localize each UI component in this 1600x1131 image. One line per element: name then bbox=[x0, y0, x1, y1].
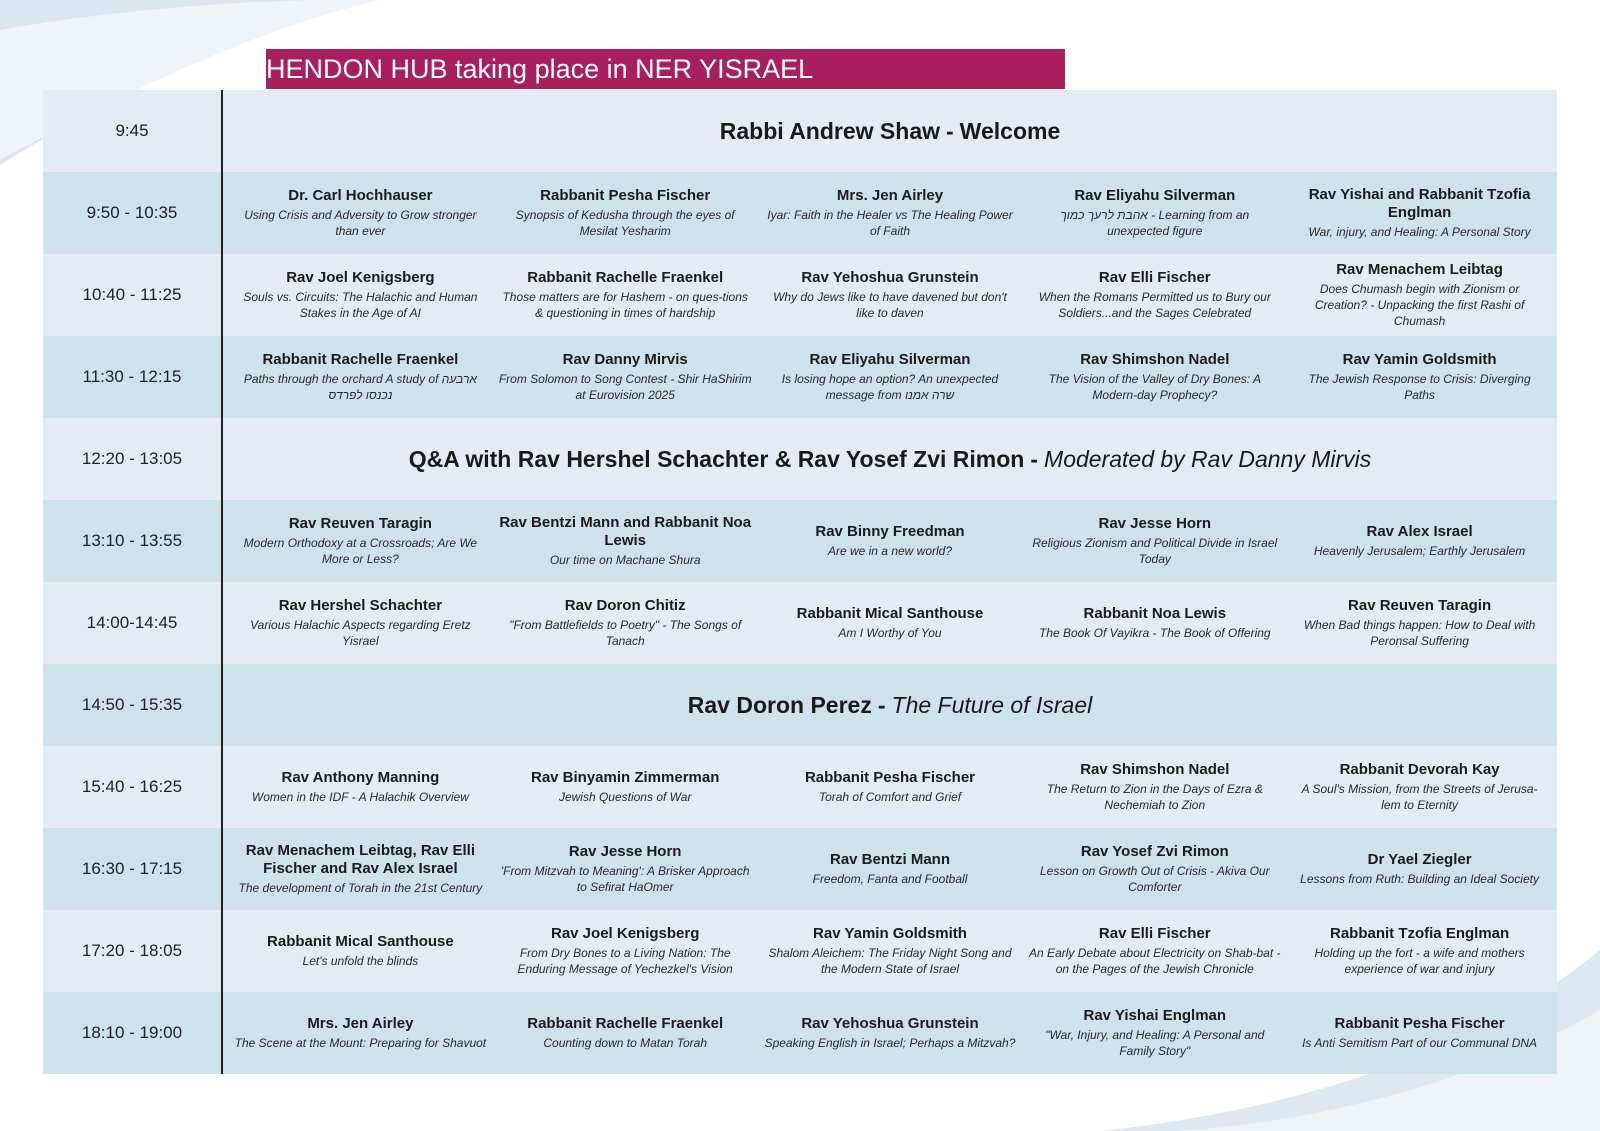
time-slot: 14:50 - 15:35 bbox=[43, 664, 223, 746]
time-slot: 16:30 - 17:15 bbox=[43, 828, 223, 910]
talk-title: Heavenly Jerusalem; Earthly Jerusalem bbox=[1313, 544, 1526, 558]
session-cell bbox=[228, 500, 493, 582]
session-cell bbox=[228, 172, 493, 254]
session-cell bbox=[1287, 172, 1552, 254]
schedule-row bbox=[43, 418, 1557, 500]
talk-title: Women in the IDF - A Halachik Overview bbox=[251, 790, 469, 804]
schedule-row bbox=[43, 336, 1557, 418]
speaker-name: Mrs. Jen Airley bbox=[307, 1015, 414, 1032]
talk-title: "From Battlefields to Poetry" - The Songs of Tanach bbox=[509, 618, 742, 648]
session-cell bbox=[228, 336, 493, 418]
session-cell bbox=[1287, 336, 1552, 418]
speaker-name: Rav Yishai Englman bbox=[1083, 1007, 1227, 1024]
speaker-name: Rav Reuven Taragin bbox=[1348, 597, 1492, 614]
plenary-speaker: Rav Doron Perez bbox=[687, 691, 872, 718]
session-cell bbox=[493, 828, 758, 910]
time-slot: 9:50 - 10:35 bbox=[43, 172, 223, 254]
talk-title: Paths through the orchard A study of ארבעה נכנסו לפרדס bbox=[243, 372, 477, 402]
session-cells bbox=[223, 254, 1557, 336]
plenary-separator: - bbox=[1030, 445, 1039, 472]
session-cell bbox=[493, 746, 758, 828]
speaker-name: Rabbanit Pesha Fischer bbox=[540, 187, 711, 204]
time-slot: 17:20 - 18:05 bbox=[43, 910, 223, 992]
session-cell bbox=[228, 582, 493, 664]
venue-banner: HENDON HUB taking place in NER YISRAEL bbox=[266, 49, 1065, 89]
talk-title: When Bad things happen: How to Deal with Peronsal Suffering bbox=[1303, 618, 1536, 648]
speaker-name: Rabbanit Noa Lewis bbox=[1083, 605, 1227, 622]
session-cell bbox=[1287, 746, 1552, 828]
talk-title: War, injury, and Healing: A Personal Story bbox=[1308, 225, 1531, 239]
speaker-name: Rabbanit Tzofia Englman bbox=[1329, 925, 1510, 942]
talk-title: Torah of Comfort and Grief bbox=[818, 790, 962, 804]
plenary-session bbox=[223, 90, 1557, 172]
talk-title: Am I Worthy of You bbox=[838, 626, 942, 640]
talk-title: The development of Torah in the 21st Century bbox=[238, 881, 483, 895]
session-cell bbox=[493, 254, 758, 336]
talk-title: Modern Orthodoxy at a Crossroads; Are We More or Less? bbox=[243, 536, 478, 566]
talk-title: Our time on Machane Shura bbox=[549, 553, 701, 567]
speaker-name: Rabbanit Devorah Kay bbox=[1339, 761, 1500, 778]
session-cell bbox=[758, 500, 1023, 582]
speaker-name: Rav Anthony Manning bbox=[281, 769, 440, 786]
speaker-name: Rav Joel Kenigsberg bbox=[286, 269, 435, 286]
talk-title: Freedom, Fanta and Football bbox=[812, 872, 968, 886]
talk-title: Is losing hope an option? An unexpected message from שרה אמנו bbox=[781, 372, 999, 402]
speaker-name: Rabbanit Pesha Fischer bbox=[804, 769, 976, 786]
speaker-name: Dr Yael Ziegler bbox=[1367, 851, 1472, 868]
plenary-separator: - bbox=[877, 691, 886, 718]
talk-title: Religious Zionism and Political Divide in Israel Today bbox=[1032, 536, 1278, 566]
session-cell bbox=[1287, 500, 1552, 582]
speaker-name: Dr. Carl Hochhauser bbox=[288, 187, 433, 204]
speaker-name: Rav Hershel Schachter bbox=[278, 597, 443, 614]
talk-title: The Vision of the Valley of Dry Bones: A Modern-day Prophecy? bbox=[1048, 372, 1261, 402]
session-cell bbox=[1287, 992, 1552, 1074]
talk-title: The Return to Zion in the Days of Ezra & Nechemiah to Zion bbox=[1046, 782, 1263, 812]
session-cell bbox=[758, 254, 1023, 336]
session-cell bbox=[1022, 582, 1287, 664]
talk-title: Are we in a new world? bbox=[827, 544, 953, 558]
talk-title: "War, Injury, and Healing: A Personal and Family Story" bbox=[1045, 1028, 1265, 1058]
talk-title: Counting down to Matan Torah bbox=[543, 1036, 708, 1050]
speaker-name: Rav Shimshon Nadel bbox=[1080, 351, 1230, 368]
speaker-name: Rav Menachem Leibtag, Rav Elli Fischer and Rav Alex Israel bbox=[245, 842, 476, 877]
schedule-row bbox=[43, 910, 1557, 992]
session-cell bbox=[1287, 582, 1552, 664]
schedule-table bbox=[43, 90, 1557, 1074]
talk-title: Using Crisis and Adversity to Grow stronger than ever bbox=[244, 208, 477, 238]
speaker-name: Rav Yehoshua Grunstein bbox=[801, 1015, 979, 1032]
session-cell bbox=[493, 336, 758, 418]
speaker-name: Rabbanit Mical Santhouse bbox=[267, 933, 454, 950]
plenary-title: The Future of Israel bbox=[891, 691, 1093, 718]
session-cell bbox=[1287, 910, 1552, 992]
session-cell bbox=[228, 254, 493, 336]
talk-title: The Book Of Vayikra - The Book of Offering bbox=[1038, 626, 1271, 640]
speaker-name: Rav Binyamin Zimmerman bbox=[530, 769, 720, 786]
talk-title: אהבת לרעך כמוך - Learning from an unexpected figure bbox=[1060, 208, 1250, 238]
speaker-name: Rav Yishai and Rabbanit Tzofia Englman bbox=[1308, 186, 1531, 221]
session-cells bbox=[223, 746, 1557, 828]
speaker-name: Rav Yamin Goldsmith bbox=[813, 925, 967, 942]
speaker-name: Rav Bentzi Mann and Rabbanit Noa Lewis bbox=[499, 514, 752, 549]
speaker-name: Rabbanit Rachelle Fraenkel bbox=[527, 269, 724, 286]
plenary-session bbox=[223, 418, 1557, 500]
time-slot: 15:40 - 16:25 bbox=[43, 746, 223, 828]
talk-title: From Solomon to Song Contest - Shir HaShirim at Eurovision 2025 bbox=[498, 372, 752, 402]
session-cell bbox=[758, 910, 1023, 992]
schedule-row bbox=[43, 172, 1557, 254]
session-cell bbox=[758, 992, 1023, 1074]
session-cell bbox=[228, 828, 493, 910]
session-cell bbox=[228, 910, 493, 992]
time-slot: 13:10 - 13:55 bbox=[43, 500, 223, 582]
talk-title: From Dry Bones to a Living Nation: The Enduring Message of Yechezkel's Vision bbox=[517, 946, 733, 976]
session-cells bbox=[223, 910, 1557, 992]
speaker-name: Rav Bentzi Mann bbox=[829, 851, 950, 868]
time-slot: 18:10 - 19:00 bbox=[43, 992, 223, 1074]
speaker-name: Rabbanit Pesha Fischer bbox=[1334, 1015, 1505, 1032]
plenary-speaker: Q&A with Rav Hershel Schachter & Rav Yosef Zvi Rimon bbox=[408, 445, 1025, 472]
schedule-row bbox=[43, 664, 1557, 746]
session-cell bbox=[1022, 910, 1287, 992]
speaker-name: Rav Eliyahu Silverman bbox=[1074, 187, 1236, 204]
talk-title: Why do Jews like to have davened but don't like to daven bbox=[773, 290, 1007, 320]
talk-title: Jewish Questions of War bbox=[558, 790, 692, 804]
speaker-name: Rav Elli Fischer bbox=[1098, 925, 1211, 942]
schedule-row bbox=[43, 90, 1557, 172]
session-cell bbox=[228, 746, 493, 828]
session-cells bbox=[223, 500, 1557, 582]
session-cell bbox=[493, 992, 758, 1074]
session-cells bbox=[223, 336, 1557, 418]
talk-title: Those matters are for Hashem - on ques-tions & questioning in times of hardship bbox=[502, 290, 748, 320]
session-cell bbox=[758, 172, 1023, 254]
session-cell bbox=[493, 172, 758, 254]
time-slot: 9:45 bbox=[43, 90, 223, 172]
speaker-name: Rabbanit Rachelle Fraenkel bbox=[262, 351, 459, 368]
speaker-name: Rav Alex Israel bbox=[1366, 523, 1473, 540]
speaker-name: Rav Doron Chitiz bbox=[564, 597, 686, 614]
session-cell bbox=[758, 336, 1023, 418]
schedule-row bbox=[43, 746, 1557, 828]
talk-title: Lesson on Growth Out of Crisis - Akiva Our Comforter bbox=[1039, 864, 1270, 894]
plenary-speaker: Rabbi Andrew Shaw bbox=[719, 117, 940, 144]
speaker-name: Rav Elli Fischer bbox=[1098, 269, 1211, 286]
session-cell bbox=[1022, 828, 1287, 910]
speaker-name: Mrs. Jen Airley bbox=[836, 187, 944, 204]
speaker-name: Rav Reuven Taragin bbox=[288, 515, 432, 532]
session-cell bbox=[758, 828, 1023, 910]
session-cell bbox=[1022, 746, 1287, 828]
session-cell bbox=[493, 582, 758, 664]
session-cell bbox=[1022, 172, 1287, 254]
time-slot: 11:30 - 12:15 bbox=[43, 336, 223, 418]
session-cell bbox=[493, 910, 758, 992]
talk-title: Souls vs. Circuits: The Halachic and Human Stakes in the Age of AI bbox=[243, 290, 478, 320]
session-cell bbox=[758, 746, 1023, 828]
talk-title: Iyar: Faith in the Healer vs The Healing Power of Faith bbox=[767, 208, 1013, 238]
time-slot: 14:00-14:45 bbox=[43, 582, 223, 664]
session-cells bbox=[223, 828, 1557, 910]
talk-title: The Jewish Response to Crisis: Diverging Paths bbox=[1308, 372, 1531, 402]
session-cell bbox=[1022, 992, 1287, 1074]
talk-title: Lessons from Ruth: Building an Ideal Society bbox=[1300, 872, 1539, 886]
schedule-row bbox=[43, 992, 1557, 1074]
speaker-name: Rav Danny Mirvis bbox=[562, 351, 688, 368]
session-cell bbox=[1022, 254, 1287, 336]
session-cell bbox=[1287, 828, 1552, 910]
talk-title: Let's unfold the blinds bbox=[302, 954, 419, 968]
speaker-name: Rav Eliyahu Silverman bbox=[809, 351, 971, 368]
talk-title: A Soul's Mission, from the Streets of Jerusa-lem to Eternity bbox=[1301, 782, 1538, 812]
speaker-name: Rav Jesse Horn bbox=[1098, 515, 1212, 532]
talk-title: Shalom Aleichem: The Friday Night Song and the Modern State of Israel bbox=[768, 946, 1012, 976]
talk-title: An Early Debate about Electricity on Shab-bat - on the Pages of the Jewish Chronicle bbox=[1029, 946, 1281, 976]
schedule-row bbox=[43, 500, 1557, 582]
talk-title: Synopsis of Kedusha through the eyes of Mesilat Yesharim bbox=[515, 208, 735, 238]
talk-title: Holding up the fort - a wife and mothers experience of war and injury bbox=[1314, 946, 1525, 976]
speaker-name: Rabbanit Rachelle Fraenkel bbox=[527, 1015, 724, 1032]
speaker-name: Rav Yosef Zvi Rimon bbox=[1080, 843, 1229, 860]
talk-title: 'From Mitzvah to Meaning': A Brisker Approach to Sefirat HaOmer bbox=[500, 864, 750, 894]
plenary-title: Moderated by Rav Danny Mirvis bbox=[1044, 445, 1372, 472]
speaker-name: Rav Joel Kenigsberg bbox=[551, 925, 700, 942]
talk-title: The Scene at the Mount: Preparing for Shavuot bbox=[234, 1036, 487, 1050]
plenary-title: Welcome bbox=[959, 117, 1061, 144]
speaker-name: Rav Jesse Horn bbox=[568, 843, 682, 860]
speaker-name: Rav Yehoshua Grunstein bbox=[801, 269, 979, 286]
session-cells bbox=[223, 992, 1557, 1074]
talk-title: Speaking English in Israel; Perhaps a Mitzvah? bbox=[764, 1036, 1016, 1050]
talk-title: Is Anti Semitism Part of our Communal DNA bbox=[1302, 1036, 1538, 1050]
speaker-name: Rav Menachem Leibtag bbox=[1336, 261, 1503, 278]
session-cells bbox=[223, 172, 1557, 254]
session-cell bbox=[1022, 500, 1287, 582]
session-cell bbox=[228, 992, 493, 1074]
talk-title: Does Chumash begin with Zionism or Creation? - Unpacking the first Rashi of Chumash bbox=[1314, 282, 1525, 328]
speaker-name: Rav Yamin Goldsmith bbox=[1342, 351, 1497, 368]
schedule-row bbox=[43, 582, 1557, 664]
session-cell bbox=[1287, 254, 1552, 336]
talk-title: Various Halachic Aspects regarding Eretz Yisrael bbox=[250, 618, 471, 648]
session-cell bbox=[758, 582, 1023, 664]
session-cells bbox=[223, 582, 1557, 664]
talk-title: When the Romans Permitted us to Bury our Soldiers...and the Sages Celebrated bbox=[1038, 290, 1271, 320]
speaker-name: Rav Shimshon Nadel bbox=[1080, 761, 1230, 778]
schedule-row bbox=[43, 828, 1557, 910]
session-cell bbox=[1022, 336, 1287, 418]
speaker-name: Rabbanit Mical Santhouse bbox=[796, 605, 984, 622]
schedule-row bbox=[43, 254, 1557, 336]
plenary-session bbox=[223, 664, 1557, 746]
time-slot: 10:40 - 11:25 bbox=[43, 254, 223, 336]
session-cell bbox=[493, 500, 758, 582]
plenary-separator: - bbox=[946, 117, 954, 144]
time-slot: 12:20 - 13:05 bbox=[43, 418, 223, 500]
speaker-name: Rav Binny Freedman bbox=[815, 523, 965, 540]
